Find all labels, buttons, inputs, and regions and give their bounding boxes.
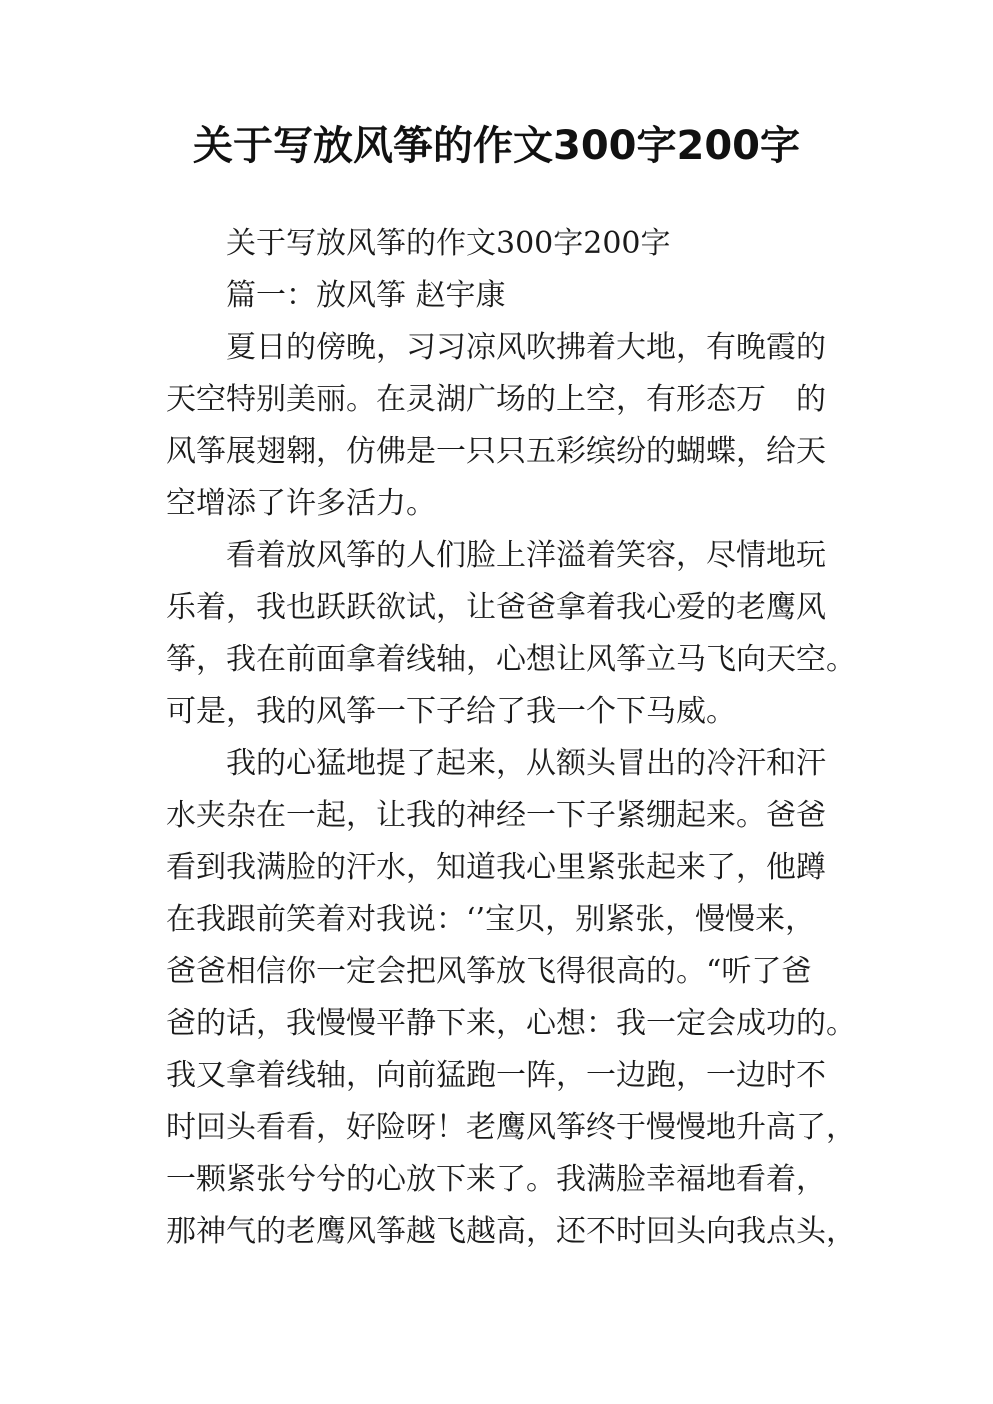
text-line: 夏日的傍晚，习习凉风吹拂着大地，有晚霞的: [226, 330, 826, 365]
text-line: 我又拿着线轴，向前猛跑一阵，一边跑，一边时不: [166, 1058, 826, 1093]
document-title: 关于写放风筝的作文300字200字: [193, 123, 800, 169]
document-body: [166, 218, 856, 1258]
text-line: 篇一：放风筝 赵宇康: [226, 278, 506, 313]
text-line: 看到我满脸的汗水，知道我心里紧张起来了，他蹲: [166, 850, 826, 885]
text-line: 一颗紧张兮兮的心放下来了。我满脸幸福地看着，: [166, 1162, 826, 1197]
text-line: 那神气的老鹰风筝越飞越高，还不时回头向我点头，: [166, 1214, 856, 1249]
text-line: 天空特别美丽。在灵湖广场的上空，有形态万 的: [166, 382, 826, 417]
text-line: 时回头看看，好险呀！老鹰风筝终于慢慢地升高了，: [166, 1110, 856, 1145]
text-line: 爸爸相信你一定会把风筝放飞得很高的。“听了爸: [166, 954, 812, 989]
text-line: 可是，我的风筝一下子给了我一个下马威。: [166, 694, 736, 729]
text-line: 乐着，我也跃跃欲试，让爸爸拿着我心爱的老鹰风: [166, 590, 826, 625]
text-line: 爸的话，我慢慢平静下来，心想：我一定会成功的。: [166, 1006, 856, 1041]
text-line: 筝，我在前面拿着线轴，心想让风筝立马飞向天空。: [166, 642, 856, 677]
text-line: 水夹杂在一起，让我的神经一下子紧绷起来。爸爸: [166, 798, 826, 833]
text-line: 风筝展翅翱，仿佛是一只只五彩缤纷的蝴蝶，给天: [166, 434, 826, 469]
text-line: 在我跟前笑着对我说：‘’宝贝，别紧张，慢慢来，: [166, 902, 816, 937]
text-line: 空增添了许多活力。: [166, 486, 436, 521]
text-line: 看着放风筝的人们脸上洋溢着笑容，尽情地玩: [226, 538, 826, 573]
text-line: 关于写放风筝的作文300字200字: [226, 226, 671, 261]
text-line: 我的心猛地提了起来，从额头冒出的冷汗和汗: [226, 746, 826, 781]
